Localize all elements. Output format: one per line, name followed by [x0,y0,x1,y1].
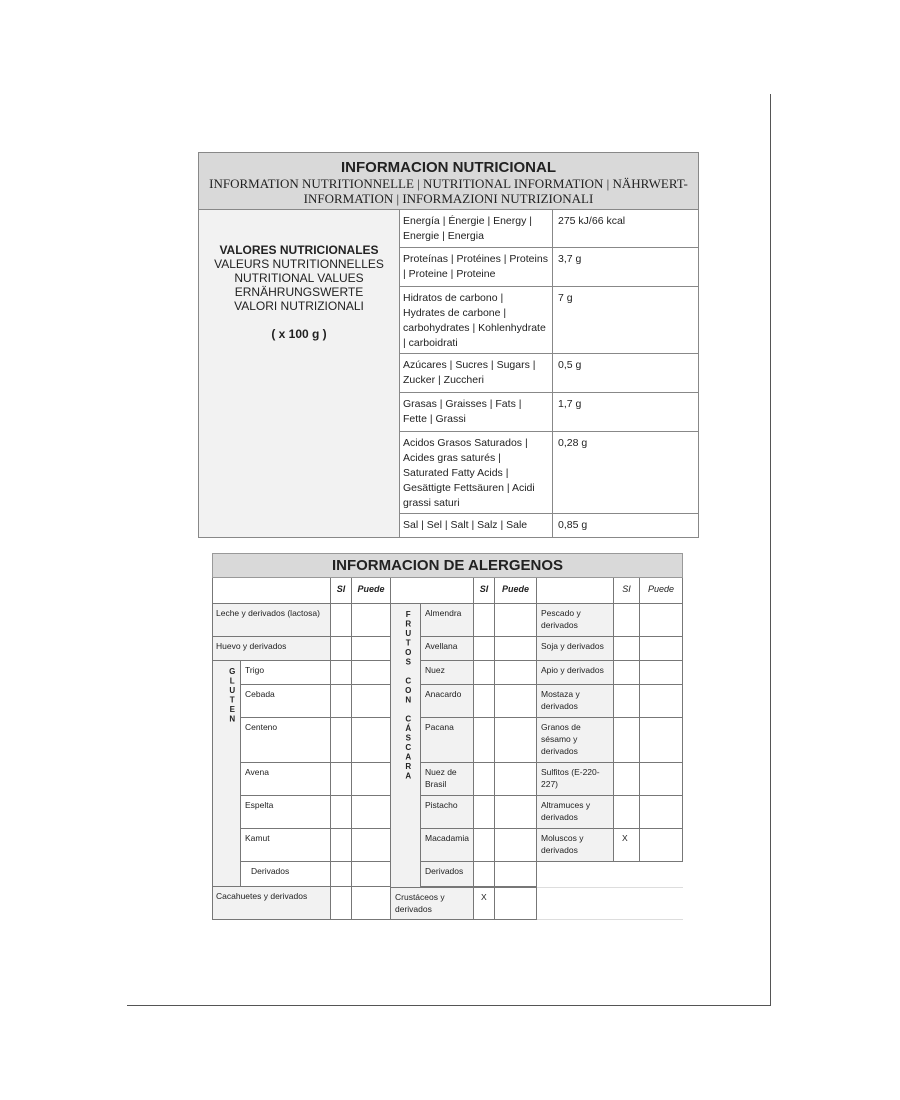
row-label: Acidos Grasos Saturados | Acides gras saturés | Saturated Fatty Acids | Gesättigte Fettsäuren | Acidi grassi saturi [399,432,553,513]
nutrition-title: INFORMACION NUTRICIONAL [341,159,556,176]
checkbox-pescado-si[interactable] [614,604,640,637]
checkbox-trigo-puede[interactable] [352,661,391,685]
checkbox-espelta-puede[interactable] [352,796,391,829]
page-right-border [770,94,771,1006]
checkbox-soja-si[interactable] [614,637,640,661]
allergen-nuts-derivados: Derivados [421,862,474,887]
checkbox-kamut-si[interactable] [331,829,352,862]
allergen-almendra: Almendra [421,604,474,637]
values-en: NUTRITIONAL VALUES [234,271,364,285]
header-si-1: SI [331,578,352,604]
row-value: 0,5 g [558,359,582,371]
allergen-espelta: Espelta [241,796,331,829]
checkbox-avena-si[interactable] [331,763,352,796]
checkbox-brasil-puede[interactable] [495,763,537,796]
checkbox-altramuces-si[interactable] [614,796,640,829]
checkbox-apio-si[interactable] [614,661,640,685]
checkbox-pistacho-si[interactable] [474,796,495,829]
checkbox-avellana-si[interactable] [474,637,495,661]
nutrition-table [198,152,699,538]
allergen-pescado: Pescado y derivados [537,604,614,637]
checkbox-brasil-si[interactable] [474,763,495,796]
values-de: ERNÄHRUNGSWERTE [234,285,364,299]
checkbox-cacahuetes-si[interactable] [331,887,352,920]
allergen-soja: Soja y derivados [537,637,614,661]
allergen-sulfitos: Sulfitos (E-220-227) [537,763,614,796]
checkbox-centeno-si[interactable] [331,718,352,763]
header-empty-3 [537,578,614,604]
nutrition-row-carbohydrates [399,287,698,354]
table-left-border [212,604,213,920]
checkbox-huevo-si[interactable] [331,637,352,661]
table-faint-line-2 [537,919,683,920]
checkbox-kamut-puede[interactable] [352,829,391,862]
header-si-2: SI [474,578,495,604]
allergen-nuez-de-brasil: Nuez de Brasil [421,763,474,796]
nutrition-values-panel [199,210,400,537]
values-es: VALORES NUTRICIONALES [219,243,379,257]
checkbox-mostaza-si[interactable] [614,685,640,718]
allergen-kamut: Kamut [241,829,331,862]
checkbox-soja-puede[interactable] [640,637,683,661]
row-value: 0,85 g [558,519,588,531]
allergen-nuez: Nuez [421,661,474,685]
allergen-avellana: Avellana [421,637,474,661]
checkbox-cacahuetes-puede[interactable] [352,887,391,920]
nutrition-header [199,153,698,210]
header-puede-1: Puede [352,578,391,604]
checkbox-cebada-puede[interactable] [352,685,391,718]
allergen-cacahuetes: Cacahuetes y derivados [212,887,331,920]
checkbox-moluscos-puede[interactable] [640,829,683,862]
row-value: 275 kJ/66 kcal [558,215,626,227]
checkbox-sesamo-puede[interactable] [640,718,683,763]
checkbox-macadamia-si[interactable] [474,829,495,862]
allergen-moluscos: Moluscos y derivados [537,829,614,862]
row-label: Grasas | Graisses | Fats | Fette | Grassi [399,393,553,431]
gluten-label: GLUTEN [227,667,237,724]
nutrition-row-salt [399,514,698,537]
allergen-pistacho: Pistacho [421,796,474,829]
checkbox-pacana-puede[interactable] [495,718,537,763]
allergen-anacardo: Anacardo [421,685,474,718]
allergen-altramuces: Altramuces y derivados [537,796,614,829]
allergen-trigo: Trigo [241,661,331,685]
values-it: VALORI NUTRIZIONALI [234,299,364,313]
checkbox-nuez-si[interactable] [474,661,495,685]
per-100g: ( x 100 g ) [271,327,327,341]
checkbox-crustaceos-puede[interactable] [495,887,537,920]
checkbox-leche-si[interactable] [331,604,352,637]
checkbox-moluscos-si[interactable]: X [614,829,640,862]
allergen-apio: Apio y derivados [537,661,614,685]
checkbox-pescado-puede[interactable] [640,604,683,637]
checkbox-leche-puede[interactable] [352,604,391,637]
allergen-leche: Leche y derivados (lactosa) [212,604,331,637]
checkbox-trigo-si[interactable] [331,661,352,685]
row-label: Energía | Énergie | Energy | Energie | Energia [399,210,553,247]
row-value: 7 g [558,292,573,304]
checkbox-sulfitos-si[interactable] [614,763,640,796]
allergen-mostaza: Mostaza y derivados [537,685,614,718]
checkbox-cebada-si[interactable] [331,685,352,718]
checkbox-pistacho-puede[interactable] [495,796,537,829]
row-value: 1,7 g [558,398,582,410]
checkbox-mostaza-puede[interactable] [640,685,683,718]
nuts-vertical-label [402,610,414,785]
checkbox-espelta-si[interactable] [331,796,352,829]
checkbox-gluten-derivados-puede[interactable] [352,862,391,887]
allergen-pacana: Pacana [421,718,474,763]
checkbox-centeno-puede[interactable] [352,718,391,763]
checkbox-almendra-si[interactable] [474,604,495,637]
nuts-label: FRUTOS CON CÁSCARA [403,610,413,781]
allergen-avena: Avena [241,763,331,796]
allergen-macadamia: Macadamia [421,829,474,862]
checkbox-avellana-puede[interactable] [495,637,537,661]
allergen-huevo: Huevo y derivados [212,637,331,661]
allergen-crustaceos: Crustáceos y derivados [391,887,474,920]
checkbox-nuts-derivados-puede[interactable] [495,862,537,887]
nutrition-row-fats [399,393,698,432]
header-puede-3: Puede [640,578,683,604]
checkbox-sesamo-si[interactable] [614,718,640,763]
checkbox-anacardo-si[interactable] [474,685,495,718]
allergen-centeno: Centeno [241,718,331,763]
allergen-table [212,553,683,920]
checkbox-anacardo-puede[interactable] [495,685,537,718]
nutrition-row-energy [399,210,698,248]
nutrition-row-saturated [399,432,698,514]
allergen-title: INFORMACION DE ALERGENOS [212,553,683,578]
checkbox-nuts-derivados-si[interactable] [474,862,495,887]
checkbox-crustaceos-si[interactable]: X [474,887,495,920]
header-si-3: SI [614,578,640,604]
row-label: Hidratos de carbono | Hydrates de carbone | carbohydrates | Kohlenhydrate | carboidrati [399,287,553,353]
allergen-cebada: Cebada [241,685,331,718]
row-label: Azúcares | Sucres | Sugars | Zucker | Zuccheri [399,354,553,392]
checkbox-pacana-si[interactable] [474,718,495,763]
checkbox-altramuces-puede[interactable] [640,796,683,829]
checkbox-huevo-puede[interactable] [352,637,391,661]
checkbox-nuez-puede[interactable] [495,661,537,685]
checkbox-macadamia-puede[interactable] [495,829,537,862]
checkbox-sulfitos-puede[interactable] [640,763,683,796]
checkbox-apio-puede[interactable] [640,661,683,685]
table-faint-line-1 [537,887,683,888]
row-label: Proteínas | Protéines | Proteins | Proteine | Proteine [399,248,553,286]
checkbox-gluten-derivados-si[interactable] [331,862,352,887]
checkbox-almendra-puede[interactable] [495,604,537,637]
row-label: Sal | Sel | Salt | Salz | Sale [399,514,553,537]
nutrition-row-protein [399,248,698,287]
checkbox-avena-puede[interactable] [352,763,391,796]
nutrition-row-sugars [399,354,698,393]
header-empty-2 [391,578,474,604]
row-value: 3,7 g [558,253,582,265]
header-empty-1 [212,578,331,604]
allergen-sesamo: Granos de sésamo y derivados [537,718,614,763]
header-puede-2: Puede [495,578,537,604]
nutrition-subtitle: INFORMATION NUTRITIONNELLE | NUTRITIONAL INFORMATION | NÄHRWERT-INFORMATION | INFORMAZIONI NUTRIZIONALI [209,176,688,206]
gluten-vertical-label [226,667,238,728]
values-fr: VALEURS NUTRITIONNELLES [214,257,384,271]
allergen-gluten-derivados: Derivados [241,862,331,887]
page-bottom-border [127,1005,771,1006]
row-value: 0,28 g [558,437,588,449]
